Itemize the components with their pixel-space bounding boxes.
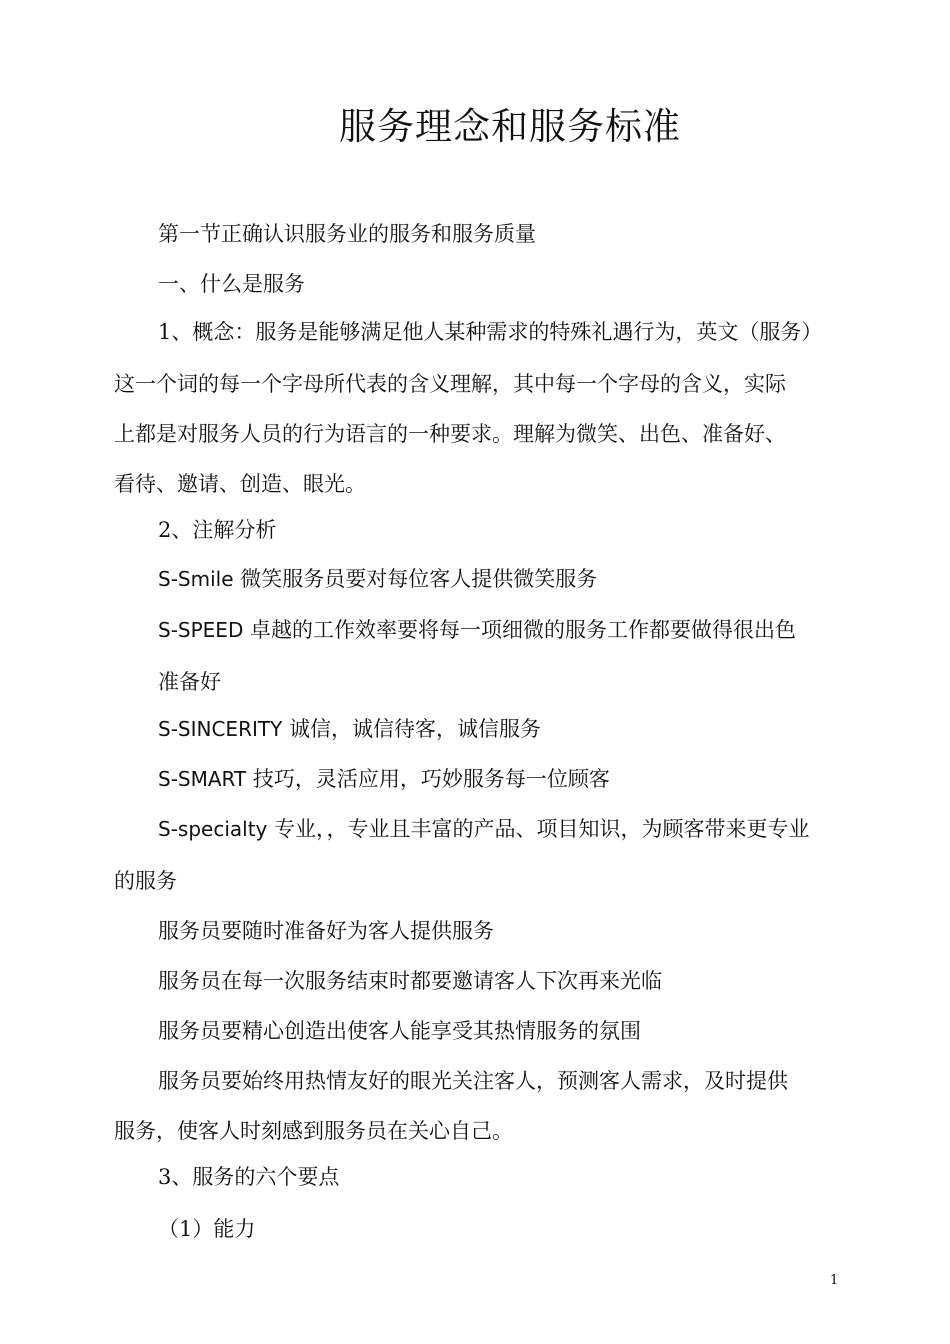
item-speed-term: S-SPEED: [158, 618, 244, 642]
item-specialty-term: S-specialty: [158, 817, 268, 841]
line-invite: 服务员在每一次服务结束时都要邀请客人下次再来光临: [158, 969, 662, 993]
line-ready-serve: 服务员要随时准备好为客人提供服务: [158, 919, 494, 943]
item-smile-text: 微笑服务员要对每位客人提供微笑服务: [240, 567, 598, 591]
item-smile: [158, 567, 597, 591]
item-smart-text: 技巧，灵活应用，巧妙服务每一位顾客: [252, 767, 610, 791]
line-create: 服务员要精心创造出使客人能享受其热情服务的氛围: [158, 1019, 641, 1043]
item-specialty-text: 专业，，专业且丰富的产品、项目知识，为顾客带来更专业: [274, 817, 810, 841]
line-eye-2: 服务，使客人时刻感到服务员在关心自己。: [114, 1119, 513, 1143]
line-eye-1: 服务员要始终用热情友好的眼光关注客人，预测客人需求，及时提供: [158, 1069, 788, 1093]
point-1-ability: （1）能力: [158, 1217, 256, 1241]
item-sincerity-term: S-SINCERITY: [158, 717, 283, 741]
item-speed-text: 卓越的工作效率要将每一项细微的服务工作都要做得很出色: [250, 618, 797, 642]
six-points-heading: 3、服务的六个要点: [158, 1165, 340, 1189]
item-sincerity: [158, 717, 541, 741]
page-number: 1: [830, 1273, 839, 1288]
item-speed: [158, 618, 796, 642]
section-heading: 第一节正确认识服务业的服务和服务质量: [158, 222, 536, 246]
concept-line-2: 这一个词的每一个字母所代表的含义理解，其中每一个字母的含义，实际: [114, 372, 786, 396]
analysis-heading: 2、注解分析: [158, 518, 277, 542]
item-smart-term: S-SMART: [158, 767, 247, 791]
item-smart: [158, 767, 610, 791]
item-sincerity-text: 诚信，诚信待客，诚信服务: [288, 717, 541, 741]
concept-line-3: 上都是对服务人员的行为语言的一种要求。理解为微笑、出色、准备好、: [114, 422, 786, 446]
item-smile-term: S-Smile: [158, 567, 234, 591]
heading-what-is-service: 一、什么是服务: [158, 272, 305, 296]
item-specialty: [158, 817, 810, 841]
concept-line-1: 1、概念：服务是能够满足他人某种需求的特殊礼遇行为，英文（服务）: [158, 320, 823, 344]
document-title: 服务理念和服务标准: [339, 105, 681, 148]
item-ready: 准备好: [158, 670, 221, 694]
concept-line-4: 看待、邀请、创造、眼光。: [114, 472, 366, 496]
item-specialty-continued: 的服务: [114, 869, 177, 893]
